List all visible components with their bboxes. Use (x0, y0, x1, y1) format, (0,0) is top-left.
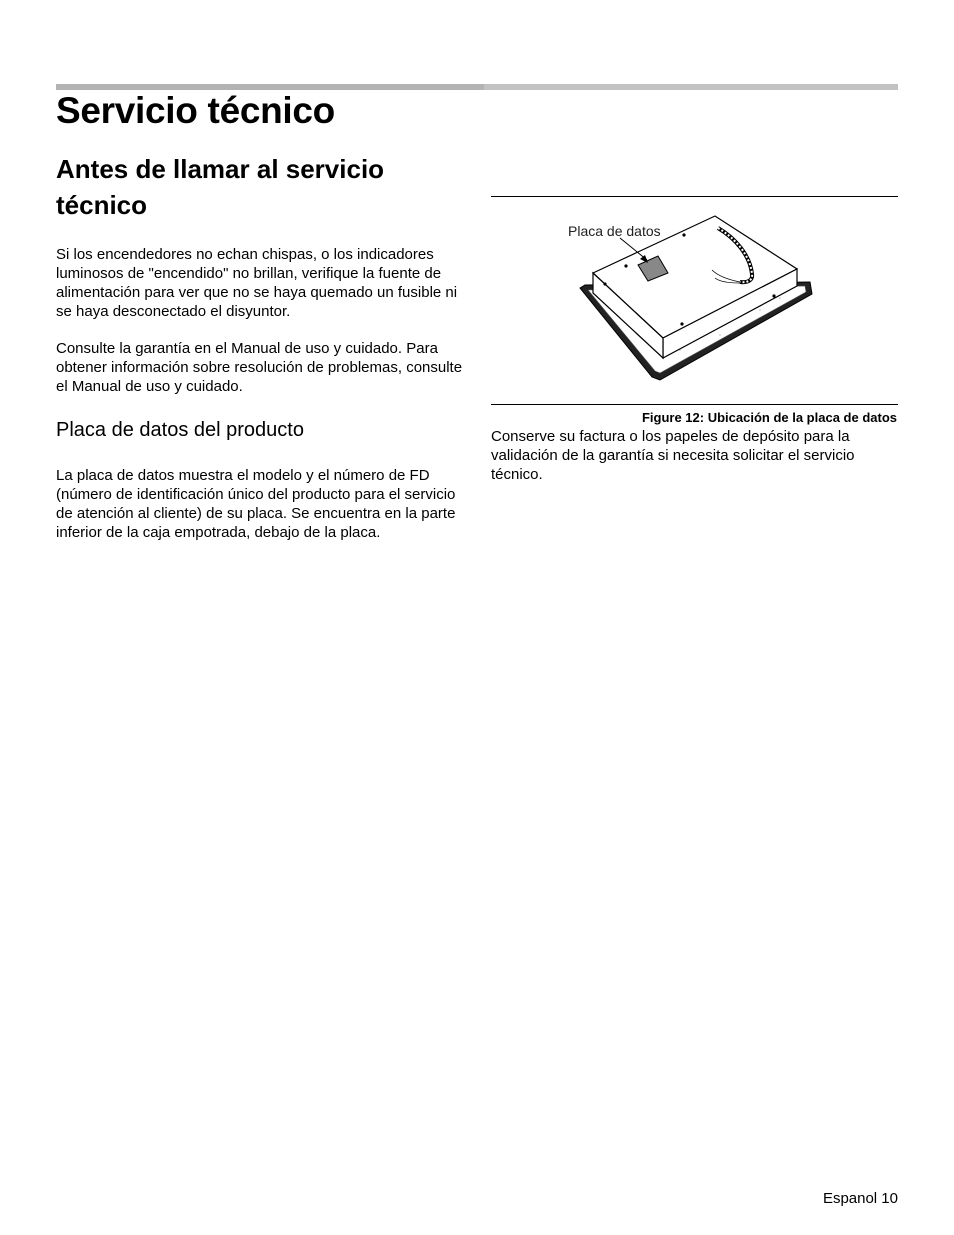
figure-caption: Figure 12: Ubicación de la placa de datos (641, 410, 897, 425)
figure-bottom-rule (491, 404, 898, 405)
figure-label-data-plate: Placa de datos (568, 223, 661, 239)
page-footer: Espanol 10 (822, 1190, 898, 1207)
section-heading-data-plate: Placa de datos del producto (56, 419, 304, 441)
paragraph-warranty: Consulte la garantía en el Manual de uso y cuidado. Para obtener información sobre resolución de problemas, consulte el Manual de uso y cuidado. (56, 340, 463, 395)
paragraph-igniters: Si los encendedores no echan chispas, o los indicadores luminosos de "encendido" no brillan, verifique la fuente de alimentación para ver que no se haya quemado un fusible ni se haya desconectado el disyuntor. (56, 246, 458, 320)
page-title: Servicio técnico (56, 90, 335, 131)
figure-top-rule (491, 196, 898, 197)
paragraph-invoice: Conserve su factura o los papeles de depósito para la validación de la garantía si necesita solicitar el servicio técnico. (491, 428, 855, 483)
section-heading-before-calling: Antes de llamar al servicio técnico (56, 154, 385, 220)
paragraph-data-plate: La placa de datos muestra el modelo y el número de FD (número de identificación único del producto para el servicio de atención al cliente) de su placa. Se encuentra en la parte inferior de la caja empotrada, debajo de la placa. (56, 467, 456, 541)
